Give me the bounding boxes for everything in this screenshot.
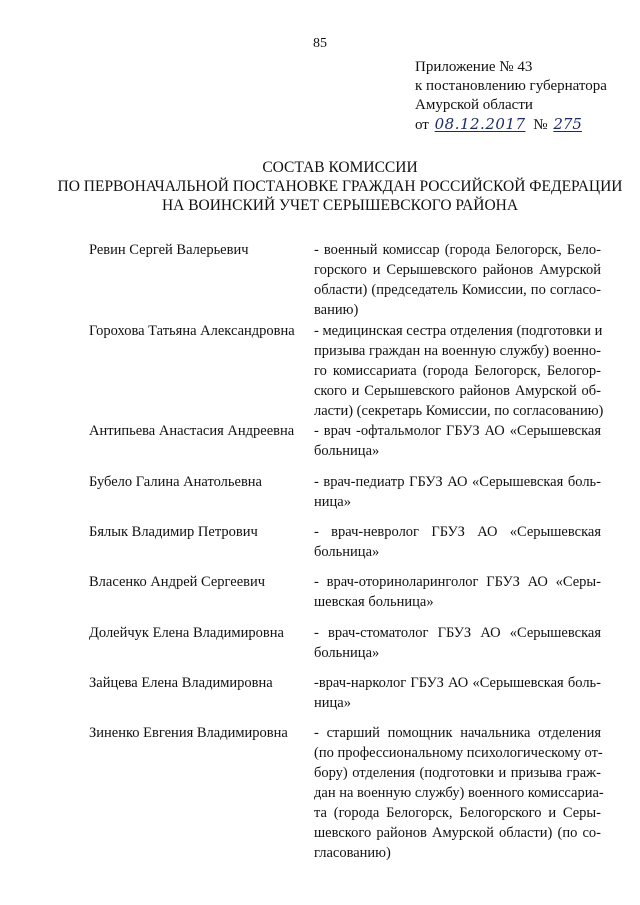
heading-line-2: ПО ПЕРВОНАЧАЛЬНОЙ ПОСТАНОВКЕ ГРАЖДАН РОССИЙСКОЙ ФЕДЕРАЦИИ: [57, 178, 623, 195]
member-name: Антипьева Анастасия Андреевна: [89, 423, 295, 439]
number-prefix: №: [533, 117, 548, 133]
member-role: [314, 472, 601, 512]
heading-line-1: СОСТАВ КОМИССИИ: [262, 159, 418, 176]
member-role-line: та (города Белогорск, Белогорского и Серы-: [314, 805, 601, 821]
member-name: Зайцева Елена Владимировна: [89, 675, 273, 691]
member-name: Зиненко Евгения Владимировна: [89, 725, 288, 741]
member-role: [314, 421, 601, 461]
member-role-line: больница»: [314, 645, 380, 661]
member-role-line: - врач-оториноларинголог ГБУЗ АО «Серы-: [314, 574, 601, 590]
member-role-line: - военный комиссар (города Белогорск, Бело-: [314, 242, 601, 258]
member-role: [314, 623, 601, 663]
document-heading: [40, 158, 640, 215]
member-role-line: дан на военную службу) военного комиссариа-: [314, 785, 604, 801]
member-role: [314, 572, 601, 612]
member-role: [314, 673, 601, 713]
member-name: Власенко Андрей Сергеевич: [89, 574, 266, 590]
member-role-line: шевская больница»: [314, 594, 434, 610]
member-role-line: - медицинская сестра отделения (подготовки и: [314, 323, 603, 339]
heading-line-3: НА ВОИНСКИЙ УЧЕТ СЕРЫШЕВСКОГО РАЙОНА: [161, 197, 519, 214]
member-role-line: - старший помощник начальника отделения: [314, 725, 601, 741]
member-role-line: (по профессиональному психологическому от-: [314, 745, 603, 761]
appendix-reference: к постановлению губернатора: [415, 78, 607, 94]
appendix-date-line: [415, 115, 607, 135]
member-role-line: - врач -офтальмолог ГБУЗ АО «Серышевская: [314, 423, 601, 439]
member-name: Горохова Татьяна Александровна: [89, 323, 295, 339]
member-role-line: гласованию): [314, 845, 391, 861]
member-role-line: больница»: [314, 443, 380, 459]
member-role: [314, 723, 604, 863]
member-role-line: ского и Серышевского районов Амурской об-: [314, 383, 601, 399]
member-role-line: бору) отделения (подготовки и призыва граж-: [314, 765, 601, 781]
member-role-line: - врач-стоматолог ГБУЗ АО «Серышевская: [314, 625, 601, 641]
appendix-block: [415, 58, 607, 135]
member-role: [314, 240, 601, 320]
appendix-title: Приложение № 43: [415, 59, 533, 75]
member-role-line: больница»: [314, 544, 380, 560]
member-name: Бубело Галина Анатольевна: [89, 474, 262, 490]
member-role-line: горского и Серышевского районов Амурской: [314, 262, 601, 278]
member-role-line: призыва граждан на военную службу) военно-: [314, 343, 601, 359]
date-prefix: от: [415, 117, 429, 133]
handwritten-date: 08.12.2017: [434, 115, 526, 133]
member-role-line: области) (председатель Комиссии, по согласо-: [314, 282, 601, 298]
page-number: 85: [313, 36, 327, 51]
member-role-line: ванию): [314, 302, 359, 318]
member-role-line: шевского районов Амурской области) (по со-: [314, 825, 601, 841]
member-role-line: -врач-нарколог ГБУЗ АО «Серышевская боль-: [314, 675, 601, 691]
member-role-line: - врач-педиатр ГБУЗ АО «Серышевская боль-: [314, 474, 601, 490]
member-role-line: ница»: [314, 695, 351, 711]
member-role-line: ница»: [314, 494, 351, 510]
member-name: Долейчук Елена Владимировна: [89, 625, 284, 641]
member-role-line: ласти) (секретарь Комиссии, по согласованию): [314, 403, 604, 419]
member-role: [314, 522, 601, 562]
appendix-region: Амурской области: [415, 97, 533, 113]
handwritten-number: 275: [553, 115, 582, 133]
member-role-line: - врач-невролог ГБУЗ АО «Серышевская: [314, 524, 601, 540]
member-role: [314, 321, 604, 421]
member-name: Ревин Сергей Валерьевич: [89, 242, 249, 258]
member-name: Бялык Владимир Петрович: [89, 524, 258, 540]
member-role-line: го комиссариата (города Белогорск, Белогор-: [314, 363, 601, 379]
